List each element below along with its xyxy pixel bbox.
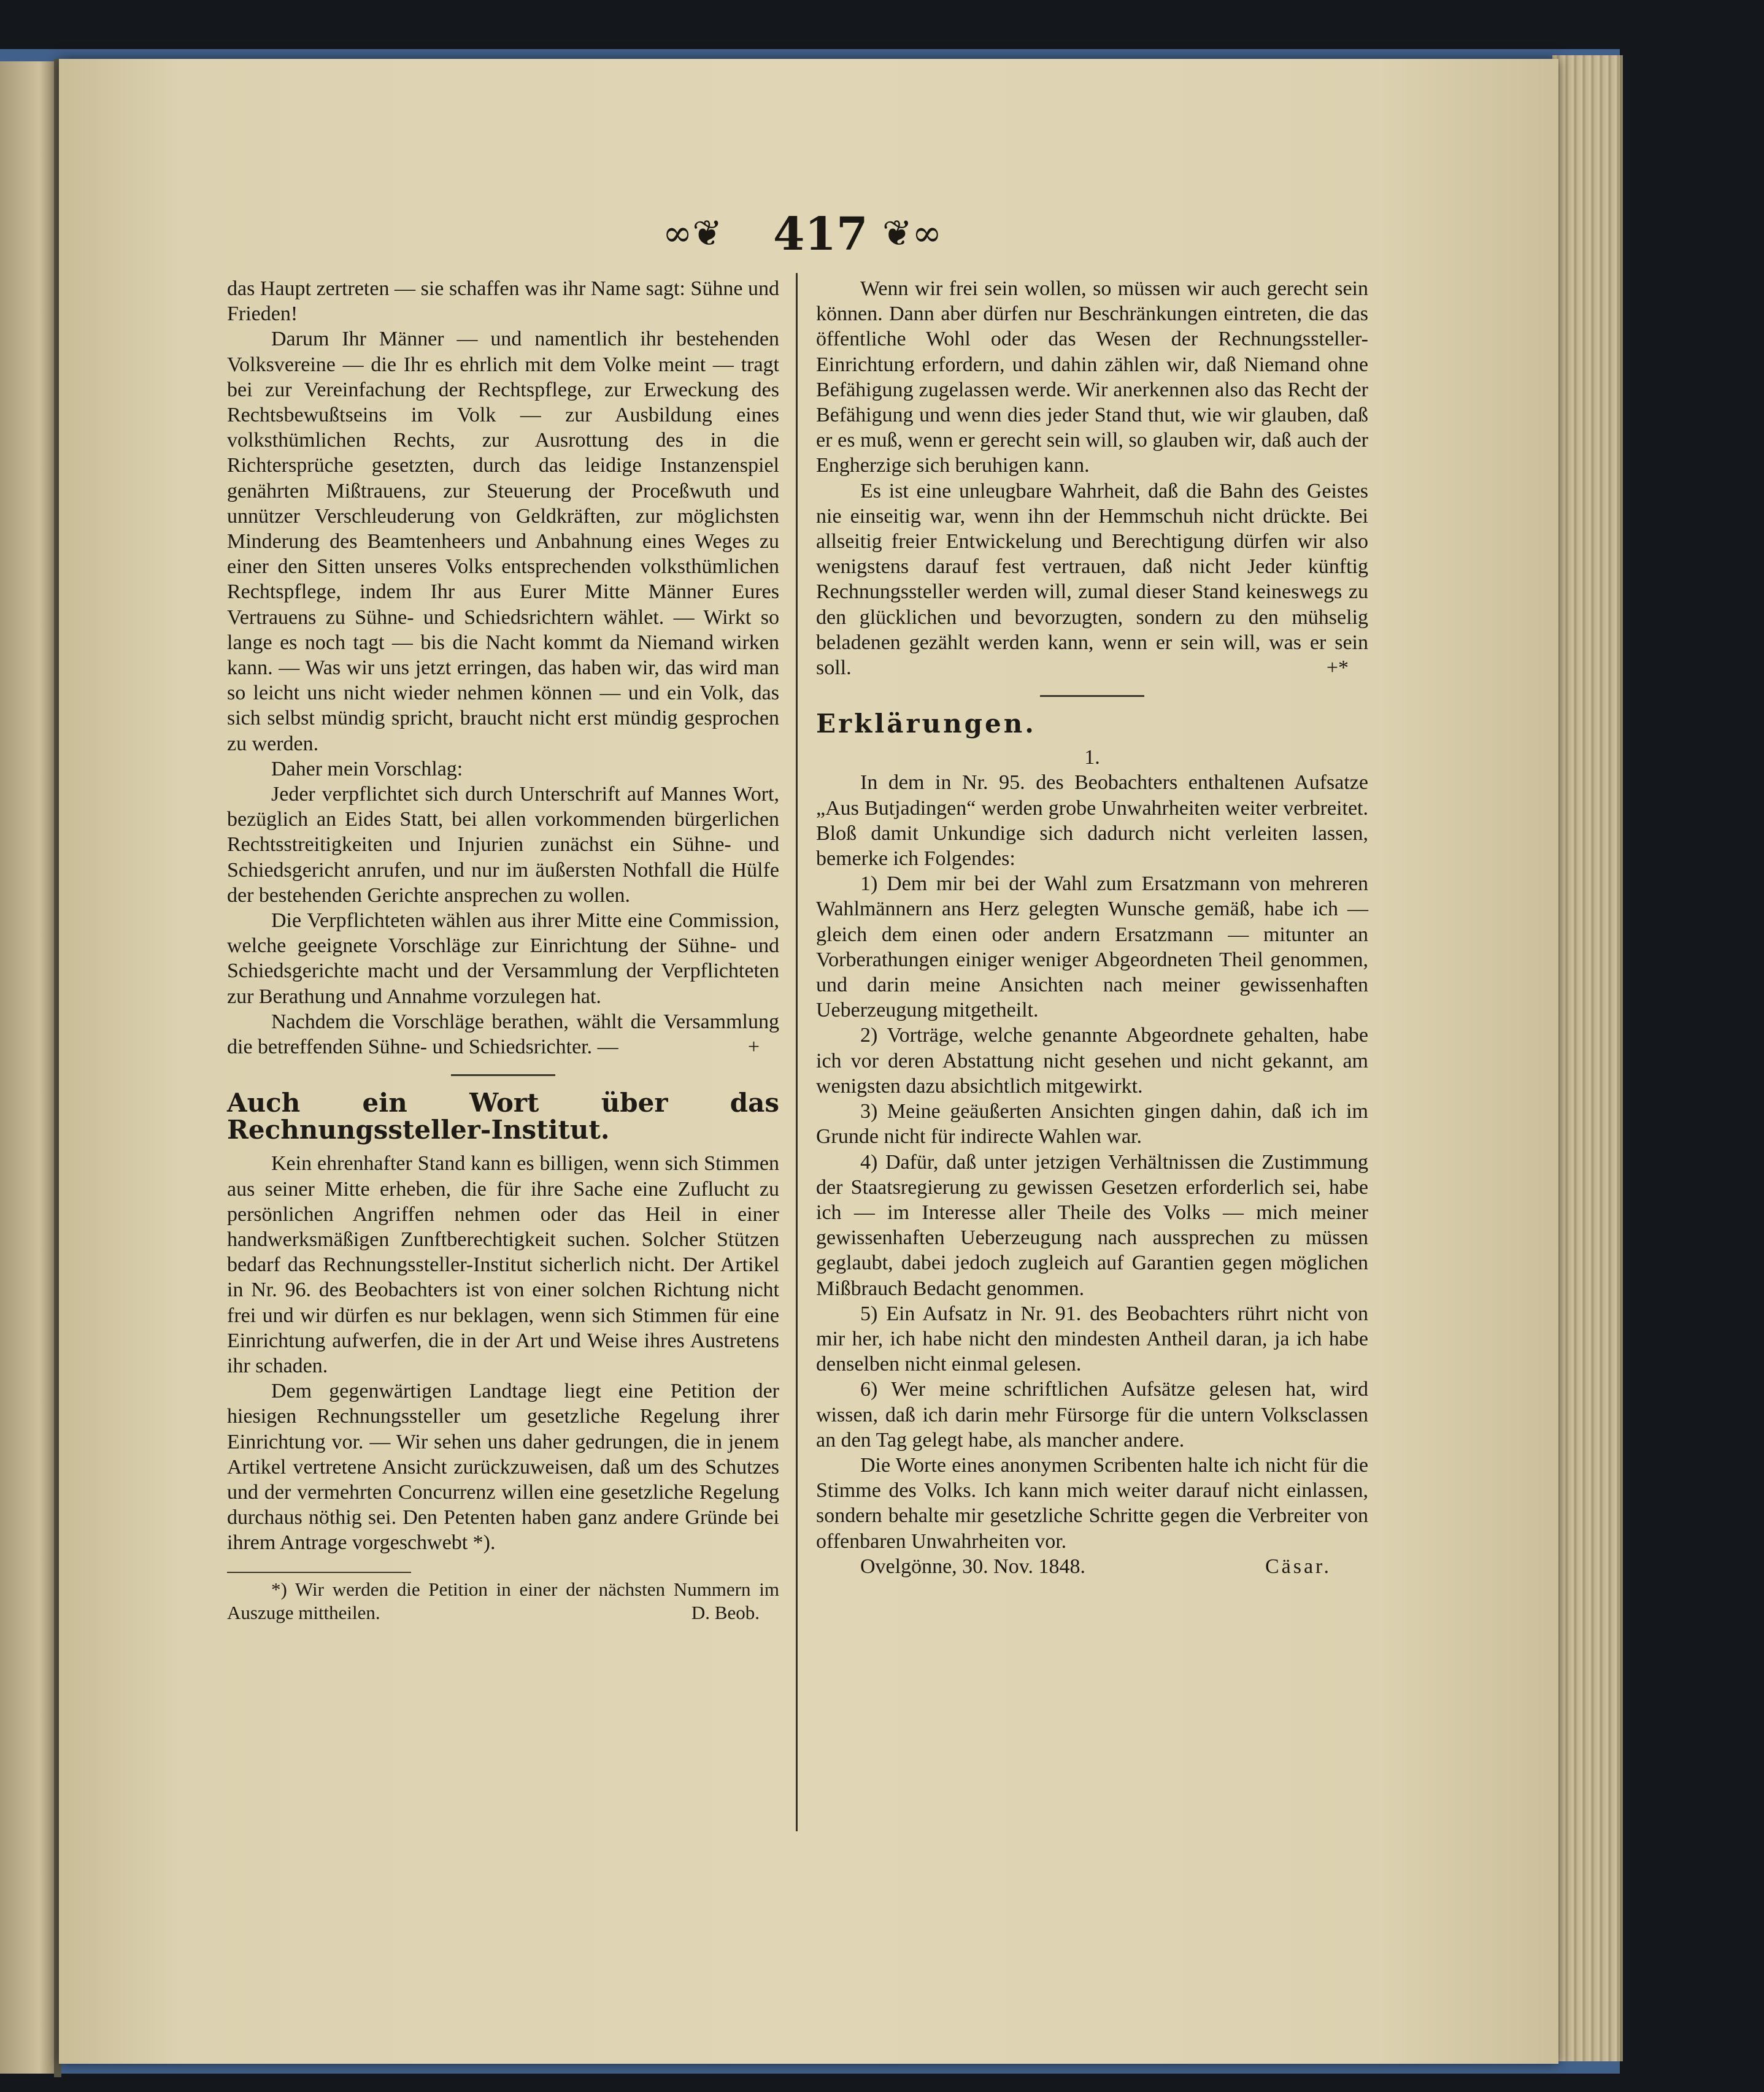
paragraph: 6) Wer meine schriftlichen Aufsätze gelesen hat, wird wissen, daß ich darin mehr Fürsorge für die untern Volksclassen an den Tag gelegt habe, als mancher andere. bbox=[816, 1378, 1368, 1452]
footnote-signature: D. Beob. bbox=[691, 1601, 760, 1623]
paragraph: Dem gegenwärtigen Landtage liegt eine Petition der hiesigen Rechnungssteller um gesetzliche Regelung ihrer Einrichtung vor. — Wir sehen uns daher gedrungen, die in jenem Artikel vertretene Ansicht zurückzuweisen, daß um des Schutzes und der vermehrten Concurrenz willen eine gesetzliche Regelung durchaus nöthig sei. Den Petenten haben ganz andere Gründe bei ihrem Antrage vorgeschwebt *). bbox=[227, 1380, 779, 1555]
signature-line bbox=[816, 1554, 1368, 1579]
page-header bbox=[663, 208, 957, 267]
paragraph: 2) Vorträge, welche genannte Abgeordnete gehalten, habe ich vor deren Abstattung nicht gesehen und nicht gekannt, am wenigsten dazu absichtlich mitgewirkt. bbox=[816, 1024, 1368, 1098]
paragraph: Darum Ihr Männer — und namentlich ihr bestehenden Volksvereine — die Ihr es ehrlich mit dem Volke meint — tragt bei zur Vereinfachung der Rechtspflege, zur Erweckung des Rechtsbewußtseins im Volk — zur Ausbildung eines volksthümlichen Rechts, zur Ausrottung des in die Richtersprüche gesetzten, durch das leidige Instanzenspiel genährten Mißtrauens, zur Steuerung der Proceßwuth und unnützer Verschleuderung von Geldkräften, zur möglichsten Minderung des Beamtenheers und Anbahnung eines Weges zu einer den Sitten unseres Volks entsprechenden volksthümlichen Rechtspflege, indem Ihr aus Eurer Mitte Männer Eures Vertrauens zu Sühne- und Schiedsrichtern wählet. — Wirkt so lange es noch tagt — bis die Nacht kommt da Niemand wirken kann. — Was wir uns jetzt erringen, das haben wir, das wird man so leicht uns nicht wieder nehmen können — und ein Volk, das sich selbst mündig spricht, braucht nicht erst mündig gesprochen zu werden. bbox=[227, 328, 779, 755]
section-title: Erklärungen. bbox=[816, 709, 1036, 739]
paragraph-with-mark bbox=[227, 1009, 779, 1059]
paragraph: Jeder verpflichtet sich durch Unterschrift auf Mannes Wort, bezüglich an Eides Statt, bei allen vorkommenden bürgerlichen Rechtsstreitigkeiten und Injurien zunächst ein Sühne- und Schiedsgericht anrufen, und nur im äußersten Nothfall die Hülfe der bestehenden Gerichte ansprechen zu wollen. bbox=[227, 783, 779, 907]
paragraph: das Haupt zertreten — sie schaffen was ihr Name sagt: Sühne und Frieden! bbox=[227, 277, 779, 326]
place-date: Ovelgönne, 30. Nov. 1848. bbox=[860, 1555, 1086, 1578]
section-number: 1. bbox=[1084, 746, 1100, 769]
footnote-text: *) Wir werden die Petition in einer der nächsten Nummern im Auszuge mittheilen. bbox=[227, 1578, 779, 1623]
end-mark: +* bbox=[1326, 656, 1349, 680]
section-rule bbox=[1040, 695, 1144, 697]
paragraph: 1) Dem mir bei der Wahl zum Ersatzmann von mehreren Wahlmännern ans Herz gelegten Wunsche gemäß, habe ich — gleich dem einen oder andern Ersatzmann — mitunter an Vorberathungen einiger weniger Abgeordneten Theil genommen, und darin meine Ansichten nach meiner gewissenhaften Ueberzeugung mitgetheilt. bbox=[816, 872, 1368, 1022]
page-number: 417 bbox=[773, 208, 868, 261]
right-column bbox=[816, 276, 1368, 1579]
paragraph: Kein ehrenhafter Stand kann es billigen, wenn sich Stimmen aus seiner Mitte erheben, die für ihre Sache eine Zuflucht zu persönlichen Angriffen nehmen oder das Heil in einer handwerksmäßigen Zunftberechtigkeit suchen. Solcher Stützen bedarf das Rechnungssteller-Institut sicherlich nicht. Der Artikel in Nr. 96. des Beobachters ist von einer solchen Richtung nicht frei und wir dürfen es nur beklagen, wenn sich Stimmen für eine Einrichtung aufwerfen, die in der Art und Weise ihres Austretens ihr schaden. bbox=[227, 1152, 779, 1377]
ornament-right-icon: ❦∞ bbox=[882, 212, 942, 254]
paragraph: 4) Dafür, daß unter jetzigen Verhältnissen die Zustimmung der Staatsregierung zu gewissen Gesetzen erforderlich sei, habe ich — im Interesse aller Theile des Volks — mich meiner gewissenhaften Ueberzeugung nach aussprechen zu müssen geglaubt, dabei jedoch zugleich auf Garantien gegen möglichen Mißbrauch Bedacht genommen. bbox=[816, 1150, 1368, 1300]
paragraph-with-mark bbox=[816, 479, 1368, 681]
ornament-left-icon: ∞❦ bbox=[663, 212, 722, 254]
paragraph: Die Worte eines anonymen Scribenten halte ich nicht für die Stimme des Volks. Ich kann mich weiter darauf nicht einlassen, sondern behalte mir gesetzliche Schritte gegen die Verbreiter von offenbaren Unwahrheiten vor. bbox=[816, 1453, 1368, 1553]
footnote-rule bbox=[227, 1572, 411, 1573]
paragraph-text: Es ist eine unleugbare Wahrheit, daß die Bahn des Geistes nie einseitig war, wenn ihn der Hemmschuh nicht drückte. Bei allseitig freier Entwickelung und Berechtigung dürfen wir also wenigstens darauf fest vertrauen, daß nicht Jeder künftig Rechnungssteller werden will, zumal dieser Stand keineswegs zu den glücklichen und bevorzugten, sondern zu den mühselig beladenen gezählt werden kann, wenn er sein will, was er sein soll. bbox=[816, 479, 1368, 680]
signature: Cäsar. bbox=[1265, 1555, 1331, 1578]
paragraph: 3) Meine geäußerten Ansichten gingen dahin, daß ich im Grunde nicht für indirecte Wahlen war. bbox=[816, 1100, 1368, 1148]
paragraph: Die Verpflichteten wählen aus ihrer Mitte eine Commission, welche geeignete Vorschläge zur Einrichtung der Sühne- und Schiedsgerichte macht und der Versammlung der Verpflichteten zur Berathung und Annahme vorzulegen hat. bbox=[227, 909, 779, 1008]
article-title: Auch ein Wort über das Rechnungssteller-Institut. bbox=[227, 1088, 779, 1145]
paragraph: Wenn wir frei sein wollen, so müssen wir auch gerecht sein können. Dann aber dürfen nur Beschränkungen eintreten, die das öffentliche Wohl oder das Wesen der Rechnungssteller-Einrichtung erfordern, und dahin zählen wir, daß Niemand ohne Befähigung zugelassen werde. Wir anerkennen also das Recht der Befähigung und wenn dies jeder Stand thut, wie wir glauben, daß er es muß, wenn er gerecht sein will, so glauben wir, daß auch der Engherzige sich beruhigen kann. bbox=[816, 277, 1368, 477]
left-page-edge bbox=[0, 61, 56, 2074]
column-divider bbox=[796, 273, 798, 1831]
section-rule bbox=[451, 1074, 555, 1076]
footnote bbox=[227, 1578, 779, 1625]
paragraph-text: Nachdem die Vorschläge berathen, wählt die Versammlung die betreffenden Sühne- und Schiedsrichter. — bbox=[227, 1010, 779, 1059]
left-column bbox=[227, 276, 779, 1625]
paragraph: 5) Ein Aufsatz in Nr. 91. des Beobachters rührt nicht von mir her, ich habe nicht den mindesten Antheil daran, ja ich habe denselben nicht einmal gelesen. bbox=[816, 1302, 1368, 1376]
end-mark: + bbox=[747, 1036, 760, 1059]
paragraph: In dem in Nr. 95. des Beobachters enthaltenen Aufsatze „Aus Butjadingen“ werden grobe Unwahrheiten weiter verbreitet. Bloß damit Unkundige sich dadurch nicht verleiten lassen, bemerke ich Folgendes: bbox=[816, 771, 1368, 871]
page-stack-edge bbox=[1552, 55, 1623, 2061]
paragraph: Daher mein Vorschlag: bbox=[271, 757, 463, 780]
